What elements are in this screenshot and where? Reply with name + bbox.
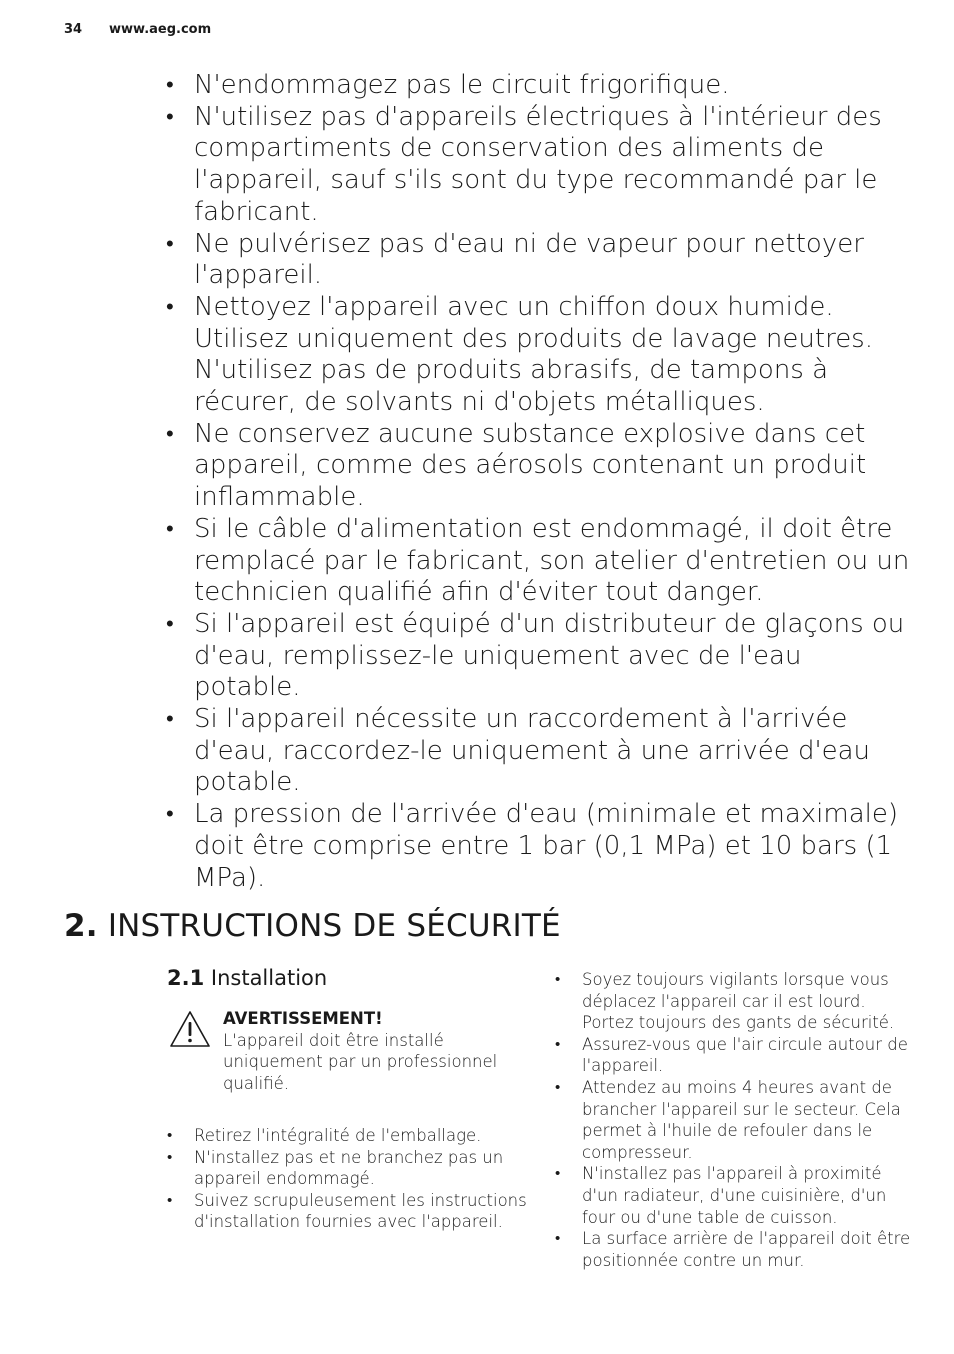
warning-title: AVERTISSEMENT!: [223, 1009, 383, 1028]
list-item: • N'installez pas et ne branchez pas un appareil endommagé.: [167, 1147, 527, 1190]
section-title-text: INSTRUCTIONS DE SÉCURITÉ: [107, 908, 561, 944]
list-item: • La surface arrière de l'appareil doit être positionnée contre un mur.: [555, 1228, 915, 1271]
subsection-title-text: Installation: [210, 966, 328, 990]
list-item: • N'endommagez pas le circuit frigorifique.: [166, 70, 914, 102]
list-item: • Si l'appareil nécessite un raccordement à l'arrivée d'eau, raccordez-le uniquement à une arrivée d'eau potable.: [166, 704, 914, 799]
list-item: • Suivez scrupuleusement les instructions d'installation fournies avec l'appareil.: [167, 1190, 527, 1233]
list-item: • Assurez-vous que l'air circule autour de l'appareil.: [555, 1034, 915, 1077]
warning-triangle-icon: [169, 1010, 211, 1048]
website-url: www.aeg.com: [109, 22, 212, 37]
list-item: • Ne pulvérisez pas d'eau ni de vapeur pour nettoyer l'appareil.: [166, 229, 914, 292]
page-number: 34: [64, 22, 83, 37]
list-item: • Soyez toujours vigilants lorsque vous déplacez l'appareil car il est lourd. Portez toujours des gants de sécurité.: [555, 969, 915, 1034]
list-item: • Retirez l'intégralité de l'emballage.: [167, 1125, 527, 1147]
section-number: 2.: [64, 908, 98, 944]
warning-message: L'appareil doit être installé uniquement par un professionnel qualifié.: [223, 1030, 498, 1093]
installation-list-right: [555, 969, 915, 1271]
safety-list: [166, 70, 914, 894]
subsection-title: [167, 966, 527, 990]
warning-box: [167, 1008, 527, 1100]
list-item: • N'utilisez pas d'appareils électriques à l'intérieur des compartiments de conservation des aliments de l'appareil, sauf s'ils sont du type recommandé par le fabricant.: [166, 102, 914, 229]
warning-text-block: [223, 1008, 523, 1094]
subsection-number: 2.1: [167, 966, 205, 990]
section-title: [64, 908, 561, 944]
list-item: • N'installez pas l'appareil à proximité d'un radiateur, d'une cuisinière, d'un four ou d'une table de cuisson.: [555, 1163, 915, 1228]
installation-list-left: [167, 1125, 527, 1233]
right-column: [555, 969, 915, 1271]
list-item: • La pression de l'arrivée d'eau (minimale et maximale) doit être comprise entre 1 bar (0,1 MPa) et 10 bars (1 MPa).: [166, 799, 914, 894]
page-header: [64, 22, 211, 37]
list-item: • Attendez au moins 4 heures avant de brancher l'appareil sur le secteur. Cela permet à l'huile de refouler dans le compresseur.: [555, 1077, 915, 1163]
list-item: • Nettoyez l'appareil avec un chiffon doux humide. Utilisez uniquement des produits de lavage neutres. N'utilisez pas de produits abrasifs, de tampons à récurer, de solvants ni d'objets métalliques.: [166, 292, 914, 419]
list-item: • Si le câble d'alimentation est endommagé, il doit être remplacé par le fabricant, son atelier d'entretien ou un technicien qualifié afin d'éviter tout danger.: [166, 514, 914, 609]
list-item: • Si l'appareil est équipé d'un distributeur de glaçons ou d'eau, remplissez-le uniquement avec de l'eau potable.: [166, 609, 914, 704]
left-column: [167, 966, 527, 1233]
list-item: • Ne conservez aucune substance explosive dans cet appareil, comme des aérosols contenant un produit inflammable.: [166, 419, 914, 514]
